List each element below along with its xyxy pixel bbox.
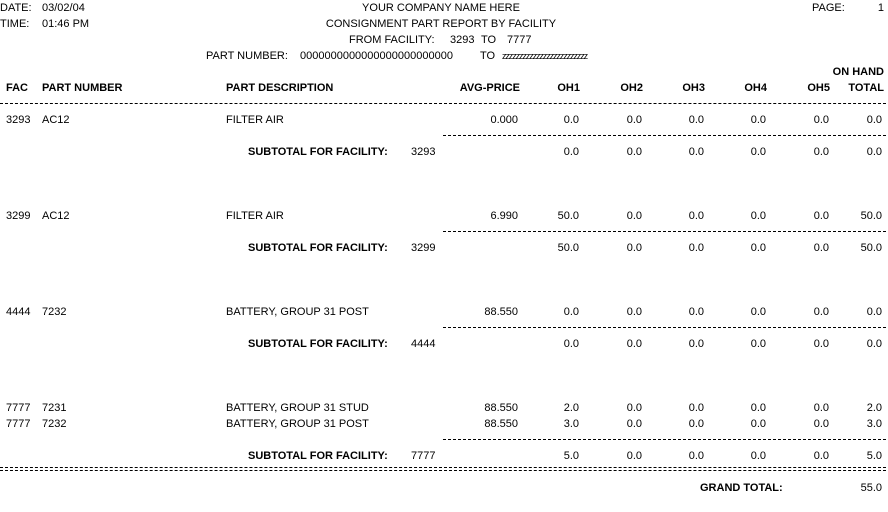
row-oh5: 0.0 (813, 418, 829, 430)
row-oh3: 0.0 (688, 306, 704, 318)
col-avg-price: AVG-PRICE (459, 82, 520, 94)
row-oh4: 0.0 (750, 402, 766, 414)
row-part-number: 7232 (42, 418, 67, 430)
subtotal-oh1: 5.0 (563, 450, 579, 462)
time-label: TIME: (0, 18, 30, 30)
subtotal-oh1: 0.0 (563, 338, 579, 350)
row-oh3: 0.0 (688, 210, 704, 222)
grand-total-value: 55.0 (860, 482, 882, 494)
row-oh4: 0.0 (750, 418, 766, 430)
row-oh3: 0.0 (688, 114, 704, 126)
subtotal-fac: 3293 (411, 146, 436, 158)
col-total: TOTAL (848, 82, 884, 94)
col-oh3: OH3 (682, 82, 705, 94)
subtotal-oh5: 0.0 (813, 242, 829, 254)
col-oh2: OH2 (620, 82, 643, 94)
subtotal-divider (443, 439, 886, 440)
subtotal-total: 5.0 (866, 450, 882, 462)
row-oh2: 0.0 (626, 114, 642, 126)
row-oh1: 0.0 (563, 114, 579, 126)
row-total: 2.0 (866, 402, 882, 414)
row-avg-price: 0.000 (490, 114, 518, 126)
col-oh5: OH5 (807, 82, 830, 94)
row-avg-price: 6.990 (490, 210, 518, 222)
row-avg-price: 88.550 (484, 306, 518, 318)
subtotal-label: SUBTOTAL FOR FACILITY: (248, 338, 388, 350)
subtotal-fac: 4444 (411, 338, 436, 350)
page-label: PAGE: (812, 2, 845, 14)
subtotal-oh3: 0.0 (688, 242, 704, 254)
page-number: 1 (877, 2, 884, 14)
grand-total-label: GRAND TOTAL: (700, 482, 783, 494)
from-facility-value: 3293 (450, 34, 475, 46)
subtotal-total: 50.0 (860, 242, 882, 254)
row-oh2: 0.0 (626, 306, 642, 318)
subtotal-label: SUBTOTAL FOR FACILITY: (248, 450, 388, 462)
subtotal-oh5: 0.0 (813, 338, 829, 350)
report-title: CONSIGNMENT PART REPORT BY FACILITY (325, 18, 557, 30)
part-to-label: TO (480, 50, 496, 62)
row-fac: 7777 (6, 402, 31, 414)
row-part-number: 7232 (42, 306, 67, 318)
part-number-label: PART NUMBER: (206, 50, 288, 62)
row-oh4: 0.0 (750, 306, 766, 318)
row-oh2: 0.0 (626, 402, 642, 414)
row-total: 3.0 (866, 418, 882, 430)
col-fac: FAC (6, 82, 28, 94)
row-description: BATTERY, GROUP 31 POST (226, 418, 369, 430)
subtotal-oh4: 0.0 (750, 450, 766, 462)
row-oh1: 2.0 (563, 402, 579, 414)
row-oh1: 3.0 (563, 418, 579, 430)
row-fac: 3293 (6, 114, 31, 126)
row-part-number: AC12 (42, 114, 70, 126)
row-avg-price: 88.550 (484, 402, 518, 414)
part-from-value: 0000000000000000000000000 (300, 50, 453, 62)
col-part-number: PART NUMBER (42, 82, 123, 94)
row-fac: 7777 (6, 418, 31, 430)
subtotal-total: 0.0 (866, 146, 882, 158)
report-date: 03/02/04 (42, 2, 85, 14)
subtotal-oh3: 0.0 (688, 146, 704, 158)
from-facility-label: FROM FACILITY: (349, 34, 435, 46)
row-description: BATTERY, GROUP 31 POST (226, 306, 369, 318)
row-oh1: 0.0 (563, 306, 579, 318)
row-oh1: 50.0 (557, 210, 579, 222)
subtotal-fac: 3299 (411, 242, 436, 254)
subtotal-oh2: 0.0 (626, 146, 642, 158)
subtotal-oh2: 0.0 (626, 338, 642, 350)
subtotal-oh3: 0.0 (688, 338, 704, 350)
subtotal-oh4: 0.0 (750, 146, 766, 158)
row-part-number: 7231 (42, 402, 67, 414)
subtotal-label: SUBTOTAL FOR FACILITY: (248, 242, 388, 254)
header-divider (0, 103, 886, 104)
row-part-number: AC12 (42, 210, 70, 222)
subtotal-oh2: 0.0 (626, 242, 642, 254)
row-oh5: 0.0 (813, 306, 829, 318)
col-oh4: OH4 (744, 82, 767, 94)
date-label: DATE: (0, 2, 32, 14)
subtotal-oh2: 0.0 (626, 450, 642, 462)
row-oh3: 0.0 (688, 402, 704, 414)
subtotal-oh1: 50.0 (557, 242, 579, 254)
subtotal-oh1: 0.0 (563, 146, 579, 158)
row-total: 50.0 (860, 210, 882, 222)
row-description: FILTER AIR (226, 114, 284, 126)
to-facility-value: 7777 (507, 34, 532, 46)
subtotal-divider (443, 327, 886, 328)
subtotal-oh5: 0.0 (813, 146, 829, 158)
from-facility-to-label: TO (481, 34, 497, 46)
col-oh1: OH1 (557, 82, 580, 94)
subtotal-fac: 7777 (411, 450, 436, 462)
subtotal-label: SUBTOTAL FOR FACILITY: (248, 146, 388, 158)
subtotal-oh3: 0.0 (688, 450, 704, 462)
row-fac: 3299 (6, 210, 31, 222)
row-description: FILTER AIR (226, 210, 284, 222)
row-oh4: 0.0 (750, 210, 766, 222)
col-part-description: PART DESCRIPTION (226, 82, 334, 94)
row-total: 0.0 (866, 114, 882, 126)
row-oh3: 0.0 (688, 418, 704, 430)
subtotal-oh4: 0.0 (750, 242, 766, 254)
row-fac: 4444 (6, 306, 31, 318)
part-to-value: zzzzzzzzzzzzzzzzzzzzzzzzz (502, 51, 588, 61)
row-avg-price: 88.550 (484, 418, 518, 430)
row-oh5: 0.0 (813, 402, 829, 414)
row-total: 0.0 (866, 306, 882, 318)
row-oh2: 0.0 (626, 210, 642, 222)
report-time: 01:46 PM (42, 18, 90, 30)
col-on-hand: ON HAND (832, 66, 884, 78)
company-name: YOUR COMPANY NAME HERE (362, 2, 520, 14)
subtotal-oh5: 0.0 (813, 450, 829, 462)
row-oh5: 0.0 (813, 210, 829, 222)
grand-total-divider (0, 467, 886, 471)
subtotal-divider (443, 231, 886, 232)
subtotal-divider (443, 135, 886, 136)
subtotal-total: 0.0 (866, 338, 882, 350)
row-oh4: 0.0 (750, 114, 766, 126)
row-oh5: 0.0 (813, 114, 829, 126)
row-oh2: 0.0 (626, 418, 642, 430)
subtotal-oh4: 0.0 (750, 338, 766, 350)
row-description: BATTERY, GROUP 31 STUD (226, 402, 369, 414)
